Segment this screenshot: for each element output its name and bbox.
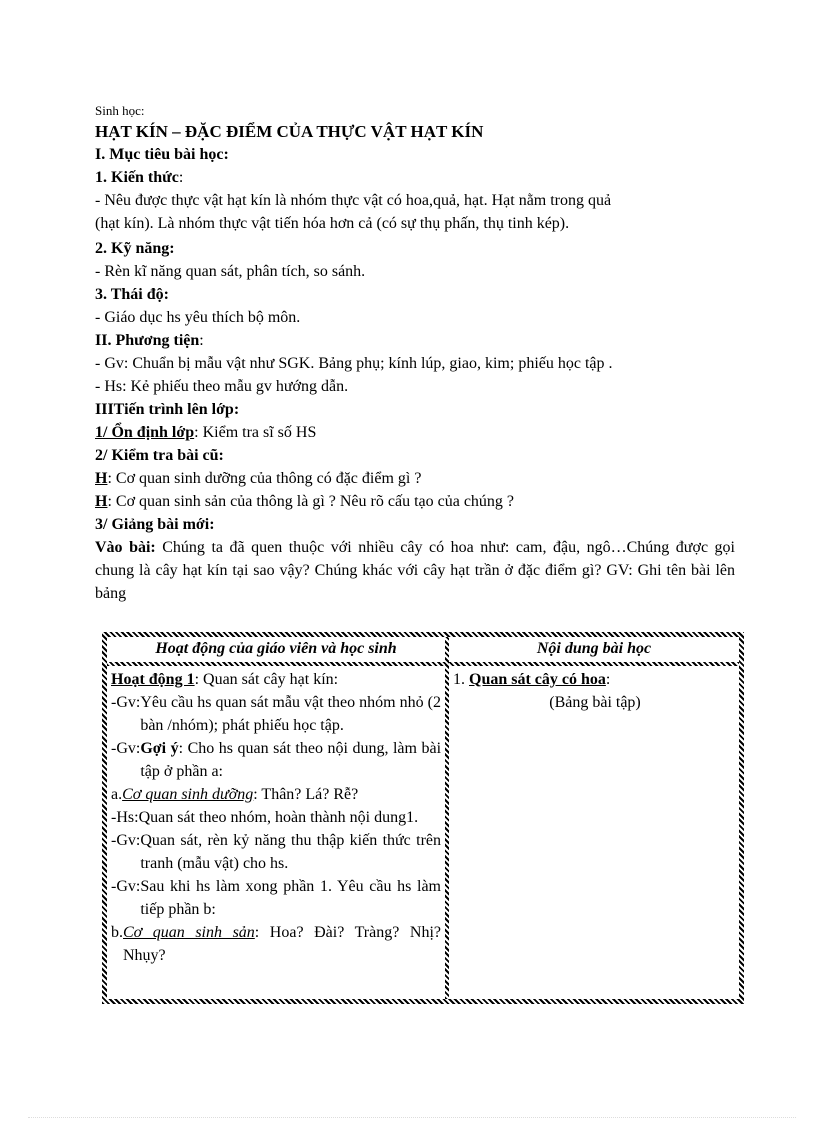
intro-paragraph [95, 536, 735, 605]
col-right-header: Nội dung bài học [536, 640, 652, 657]
content-subtitle: (Bảng bài tập) [549, 694, 641, 711]
step3-heading: 3/ Giảng bài mới: [95, 516, 215, 533]
item-body [123, 921, 441, 967]
resources-gv-text: - Gv: Chuẩn bị mẫu vật như SGK. Bảng phụ; kính lúp, giao, kim; phiếu học tập . [95, 355, 613, 372]
procedure-heading: IIITiến trình lên lớp: [95, 401, 240, 418]
list-item [111, 806, 441, 829]
resources-colon: : [199, 332, 204, 349]
knowledge-text-1: - Nêu được thực vật hạt kín là nhóm thực vật có hoa,quả, hạt. Hạt nằm trong quả [95, 192, 612, 209]
item-tag: a. [111, 786, 123, 803]
content-colon: : [605, 671, 611, 688]
list-item [111, 737, 441, 783]
step1-label: 1/ Ổn định lớp [95, 424, 195, 441]
knowledge-heading-line [95, 166, 735, 189]
item-tag: -Gv: [111, 694, 141, 711]
reproductive-organ-label: Cơ quan sinh sản [123, 924, 255, 941]
column-divider [445, 637, 449, 999]
activity-text: : Quan sát cây hạt kín: [194, 671, 339, 688]
resources-heading: II. Phương tiện [95, 332, 200, 349]
skill-heading: 2. Kỹ năng: [95, 240, 175, 257]
list-item [111, 783, 441, 806]
item-tag: -Gv: [111, 878, 141, 895]
content-title [453, 668, 737, 691]
item-text: Yêu cầu hs quan sát mẫu vật theo nhóm nhỏ (2 bàn /nhóm); phát phiếu học tập. [140, 694, 441, 734]
question1-label: H [95, 470, 108, 487]
item-text: Quan sát, rèn kỷ năng thu thập kiến thức trên tranh (mẫu vật) cho hs. [140, 832, 441, 872]
item-tag: -Gv: [111, 832, 141, 849]
item-text: : Hoa? Đài? Tràng? Nhị? Nhụy? [123, 924, 441, 964]
lesson-table-body [107, 637, 739, 999]
skill-text: - Rèn kĩ năng quan sát, phân tích, so sánh. [95, 263, 366, 280]
step1-text: : Kiểm tra sĩ số HS [194, 424, 317, 441]
step1-line [95, 421, 735, 444]
resources-hs-text: - Hs: Kẻ phiếu theo mẫu gv hướng dẫn. [95, 378, 349, 395]
item-text: Quan sát theo nhóm, hoàn thành nội dung1. [138, 809, 419, 826]
item-tag: -Gv: [111, 740, 141, 757]
col-left-header: Hoạt động của giáo viên và học sinh [155, 640, 397, 657]
item-body [122, 783, 441, 806]
content-number: 1. [453, 671, 469, 688]
question2-text: : Cơ quan sinh sản của thông là gì ? Nêu rõ cấu tạo của chúng ? [107, 493, 515, 510]
question2-label: H [95, 493, 108, 510]
question1-text: : Cơ quan sinh dưỡng của thông có đặc điểm gì ? [107, 470, 422, 487]
list-item [111, 691, 441, 737]
document-body [95, 103, 735, 605]
activity-title [111, 668, 441, 691]
subject-label: Sinh học: [95, 103, 145, 118]
attitude-heading: 3. Thái độ: [95, 286, 169, 303]
lesson-content [453, 668, 737, 714]
lesson-table [102, 632, 744, 1004]
list-item [111, 829, 441, 875]
question1 [95, 467, 735, 490]
teacher-student-activities [111, 668, 441, 967]
page-title: HẠT KÍN – ĐẶC ĐIỂM CỦA THỰC VẬT HẠT KÍN [95, 122, 484, 141]
hint-label: Gợi ý [140, 740, 179, 757]
knowledge-heading: 1. Kiến thức [95, 169, 179, 186]
item-body [140, 737, 441, 783]
step2-heading: 2/ Kiểm tra bài cũ: [95, 447, 224, 464]
question2 [95, 490, 735, 513]
intro-label: Vào bài: [95, 539, 156, 556]
item-tag: -Hs: [111, 809, 139, 826]
list-item [111, 921, 441, 967]
header-divider [107, 662, 739, 666]
list-item [111, 875, 441, 921]
attitude-text: - Giáo dục hs yêu thích bộ môn. [95, 309, 301, 326]
item-tag: b. [111, 924, 123, 941]
item-text: : Cho hs quan sát theo nội dung, làm bài tập ở phần a: [140, 740, 442, 780]
section-objectives-heading: I. Mục tiêu bài học: [95, 146, 229, 163]
item-text: : Thân? Lá? Rễ? [253, 786, 359, 803]
activity-label: Hoạt động 1 [111, 671, 195, 688]
knowledge-text-2: (hạt kín). Là nhóm thực vật tiến hóa hơn cả (có sự thụ phấn, thụ tinh kép). [95, 215, 570, 232]
content-label: Quan sát cây có hoa [469, 671, 606, 688]
intro-text: Chúng ta đã quen thuộc với nhiều cây có hoa như: cam, đậu, ngô…Chúng được gọi chung là cây hạt kín tại sao vậy? Chúng khác với cây hạt trần ở đặc điểm gì? GV: Ghi tên bài lên bảng [95, 539, 736, 602]
resources-heading-line [95, 329, 735, 352]
item-text: Sau khi hs làm xong phần 1. Yêu cầu hs làm tiếp phần b: [140, 878, 441, 918]
knowledge-colon: : [178, 169, 184, 186]
vegetative-organ-label: Cơ quan sinh dưỡng [122, 786, 254, 803]
page-footer-divider [28, 1117, 796, 1118]
